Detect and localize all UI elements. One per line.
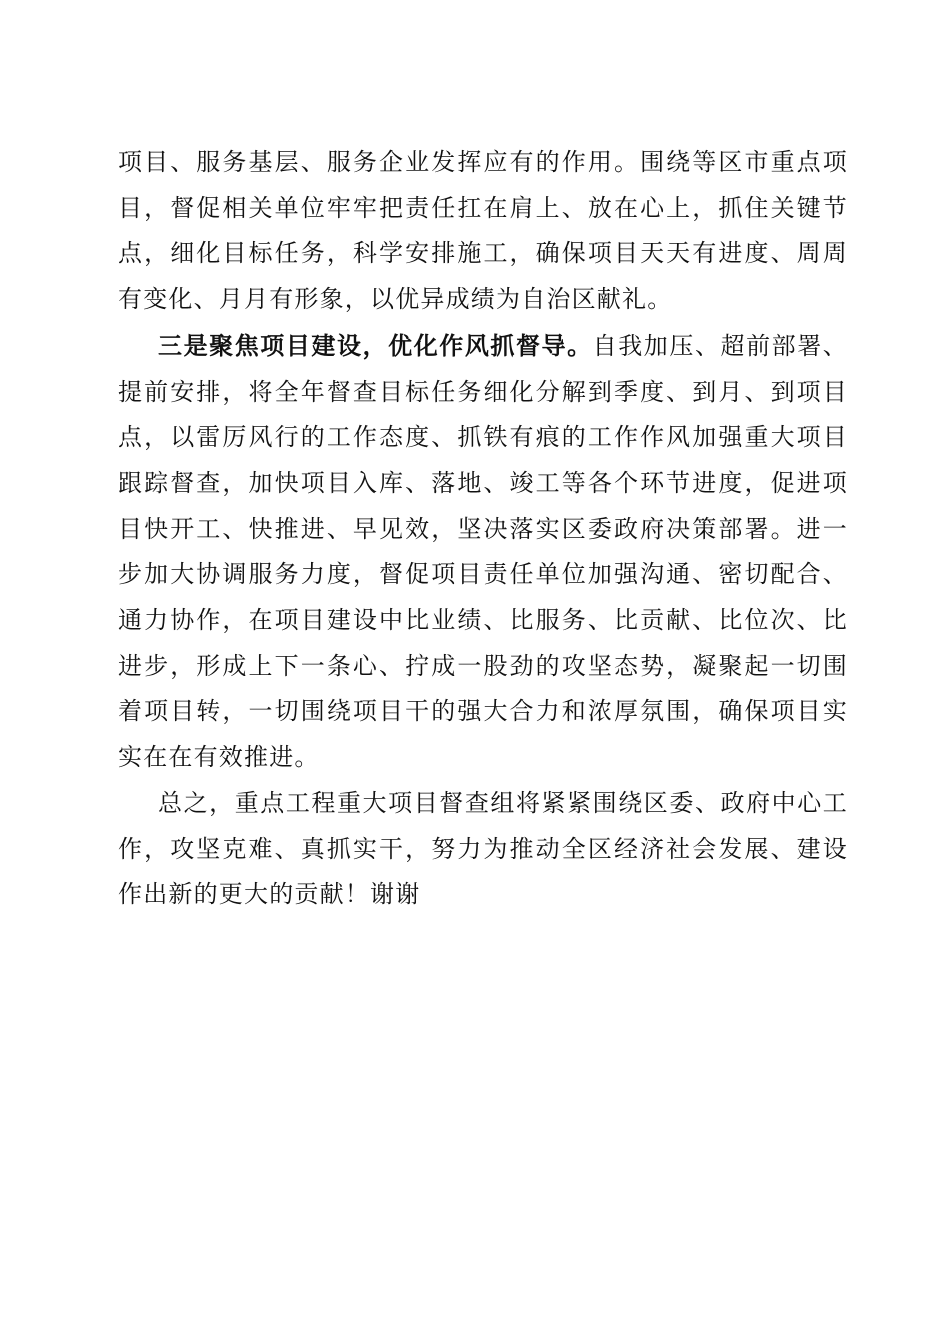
paragraph-1 xyxy=(118,140,848,323)
paragraph-2-text: 自我加压、超前部署、提前安排，将全年督查目标任务细化分解到季度、到月、到项目点，以雷厉风行的工作态度、抓铁有痕的工作作风加强重大项目跟踪督查，加快项目入库、落地、竣工等各个环节进度，促进项目快开工、快推进、早见效，坚决落实区委政府决策部署。进一步加大协调服务力度，督促项目责任单位加强沟通、密切配合、通力协作，在项目建设中比业绩、比服务、比贡献、比位次、比进步，形成上下一条心、拧成一股劲的攻坚态势，凝聚起一切围着项目转，一切围绕项目干的强大合力和浓厚氛围，确保项目实实在在有效推进。 xyxy=(118,331,848,772)
paragraph-2 xyxy=(118,323,848,781)
paragraph-3-text: 总之，重点工程重大项目督查组将紧紧围绕区委、政府中心工作，攻坚克难、真抓实干，努力为推动全区经济社会发展、建设作出新的更大的贡献！谢谢 xyxy=(118,788,848,909)
paragraph-2-lead: 三是聚焦项目建设，优化作风抓督导。 xyxy=(158,330,593,360)
paragraph-1-text: 项目、服务基层、服务企业发挥应有的作用。围绕等区市重点项目，督促相关单位牢牢把责任扛在肩上、放在心上，抓住关键节点，细化目标任务，科学安排施工，确保项目天天有进度、周周有变化、月月有形象，以优异成绩为自治区献礼。 xyxy=(118,148,848,314)
document-body xyxy=(118,140,848,918)
paragraph-3 xyxy=(118,781,848,918)
